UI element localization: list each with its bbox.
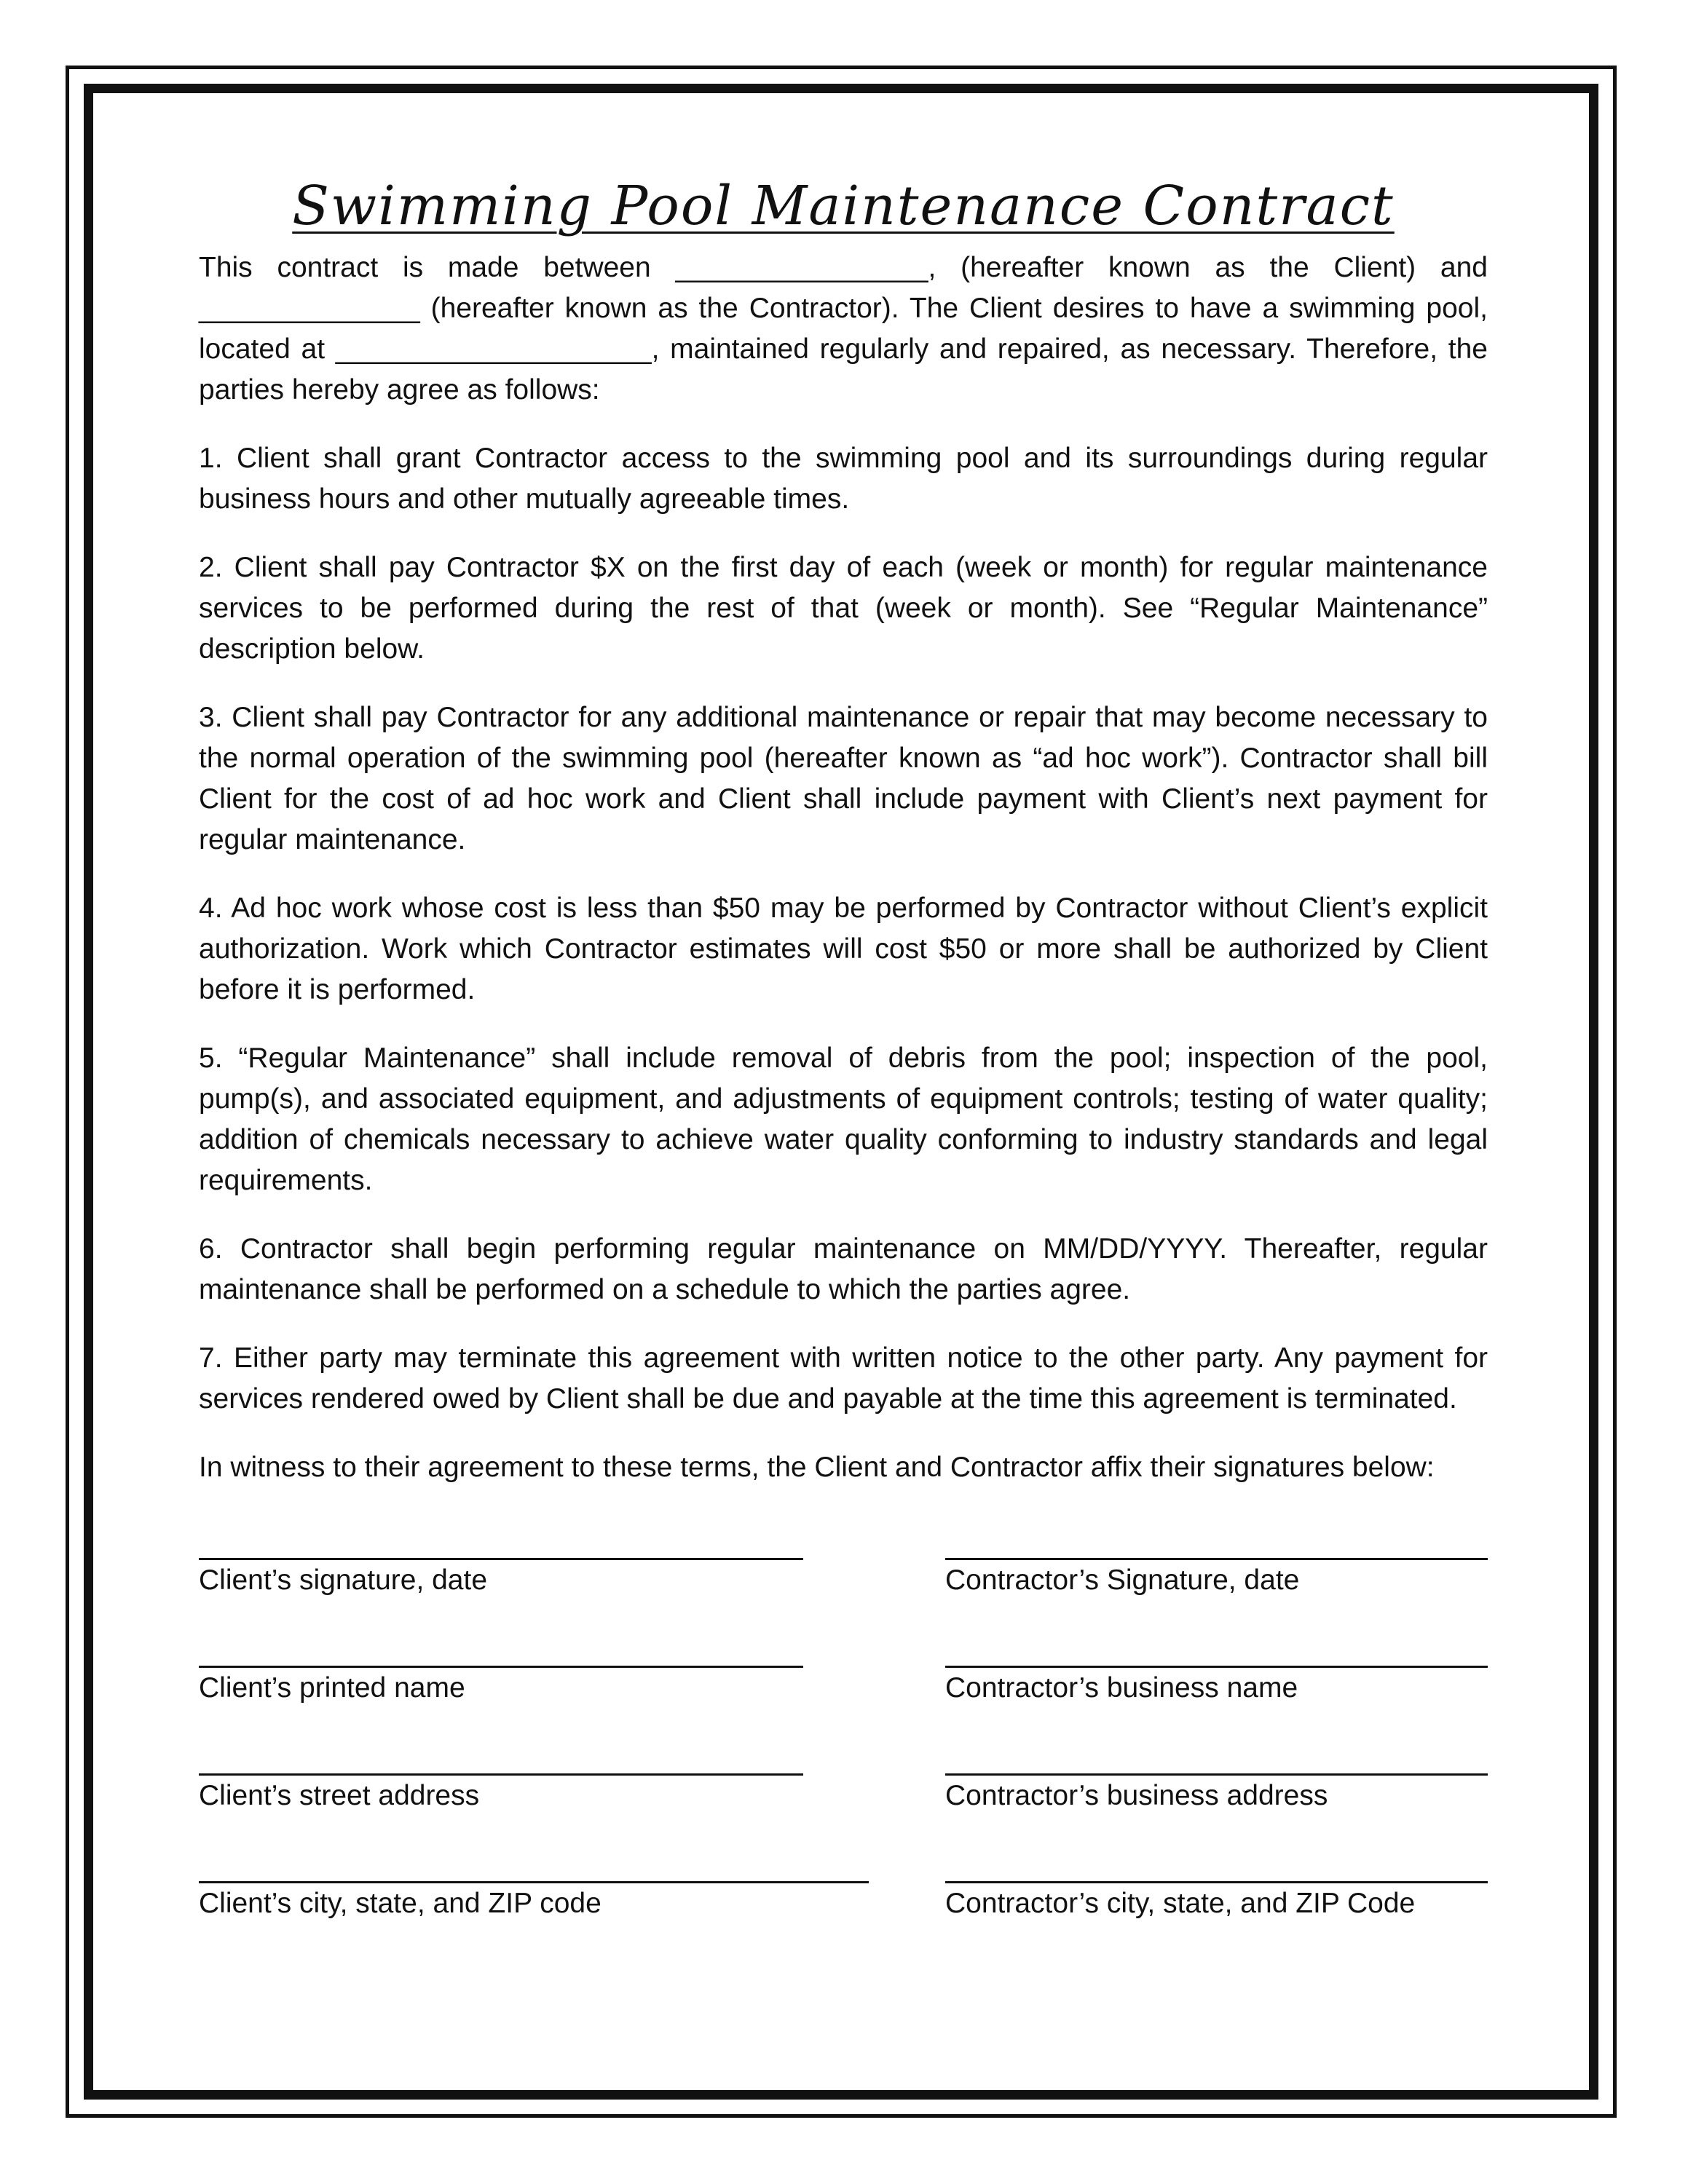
contractor-signature-label: Contractor’s Signature, date	[945, 1564, 1300, 1596]
contractor-city-block	[945, 1855, 1488, 1963]
contractor-address-block	[945, 1747, 1488, 1855]
signature-row	[199, 1747, 1488, 1855]
signature-section	[199, 1532, 1488, 1963]
contractor-business-name-line[interactable]	[945, 1639, 1488, 1668]
client-street-label: Client’s street address	[199, 1780, 480, 1811]
contractor-signature-block	[945, 1532, 1488, 1639]
client-signature-block	[199, 1532, 803, 1639]
clause-7: 7. Either party may terminate this agreement with written notice to the other party. Any payment for services rendered owed by Client shall be due and payable at the time this agreement is terminated.	[199, 1342, 1488, 1415]
client-signature-label: Client’s signature, date	[199, 1564, 488, 1596]
signature-row	[199, 1532, 1488, 1639]
client-city-block	[199, 1855, 869, 1963]
client-name-label: Client’s printed name	[199, 1672, 465, 1704]
contractor-business-name-block	[945, 1639, 1488, 1747]
intro-paragraph: This contract is made between ________________, (hereafter known as the Client) and ______________ (hereafter known as the Contractor). The Client desires to have a swimming pool, located at ____________________, maintained regularly and repaired, as necessary. Therefore, the parties hereby agree as follows:	[199, 252, 1488, 405]
clause-1: 1. Client shall grant Contractor access to the swimming pool and its surroundings during regular business hours and other mutually agreeable times.	[199, 443, 1488, 515]
contract-title: Swimming Pool Maintenance Contract	[292, 175, 1395, 237]
contractor-business-name-label: Contractor’s business name	[945, 1672, 1298, 1704]
signature-row	[199, 1855, 1488, 1963]
client-city-label: Client’s city, state, and ZIP code	[199, 1888, 602, 1919]
clause-4: 4. Ad hoc work whose cost is less than $50 may be performed by Contractor without Client’s explicit authorization. Work which Contractor estimates will cost $50 or more shall be authorized by Client before it is performed.	[199, 893, 1488, 1005]
client-name-line[interactable]	[199, 1639, 803, 1668]
contractor-city-line[interactable]	[945, 1855, 1488, 1883]
contract-body	[199, 175, 1488, 1963]
client-name-block	[199, 1639, 803, 1747]
contractor-city-label: Contractor’s city, state, and ZIP Code	[945, 1888, 1416, 1919]
clause-6: 6. Contractor shall begin performing regular maintenance on MM/DD/YYYY. Thereafter, regular maintenance shall be performed on a schedule to which the parties agree.	[199, 1233, 1488, 1305]
contractor-signature-line[interactable]	[945, 1532, 1488, 1560]
clause-5: 5. “Regular Maintenance” shall include removal of debris from the pool; inspection of the pool, pump(s), and associated equipment, and adjustments of equipment controls; testing of water quality; addition of chemicals necessary to achieve water quality conforming to industry standards and legal requirements.	[199, 1042, 1488, 1196]
signature-row	[199, 1639, 1488, 1747]
closing-paragraph: In witness to their agreement to these terms, the Client and Contractor affix their signatures below:	[199, 1452, 1435, 1483]
contractor-address-label: Contractor’s business address	[945, 1780, 1328, 1811]
client-street-block	[199, 1747, 803, 1855]
clause-3: 3. Client shall pay Contractor for any additional maintenance or repair that may become necessary to the normal operation of the swimming pool (hereafter known as “ad hoc work”). Contractor shall bill Client for the cost of ad hoc work and Client shall include payment with Client’s next payment for regular maintenance.	[199, 702, 1488, 855]
contractor-address-line[interactable]	[945, 1747, 1488, 1776]
client-signature-line[interactable]	[199, 1532, 803, 1560]
client-street-line[interactable]	[199, 1747, 803, 1776]
client-city-line[interactable]	[199, 1855, 869, 1883]
clause-2: 2. Client shall pay Contractor $X on the first day of each (week or month) for regular maintenance services to be performed during the rest of that (week or month). See “Regular Maintenance” description below.	[199, 552, 1488, 665]
